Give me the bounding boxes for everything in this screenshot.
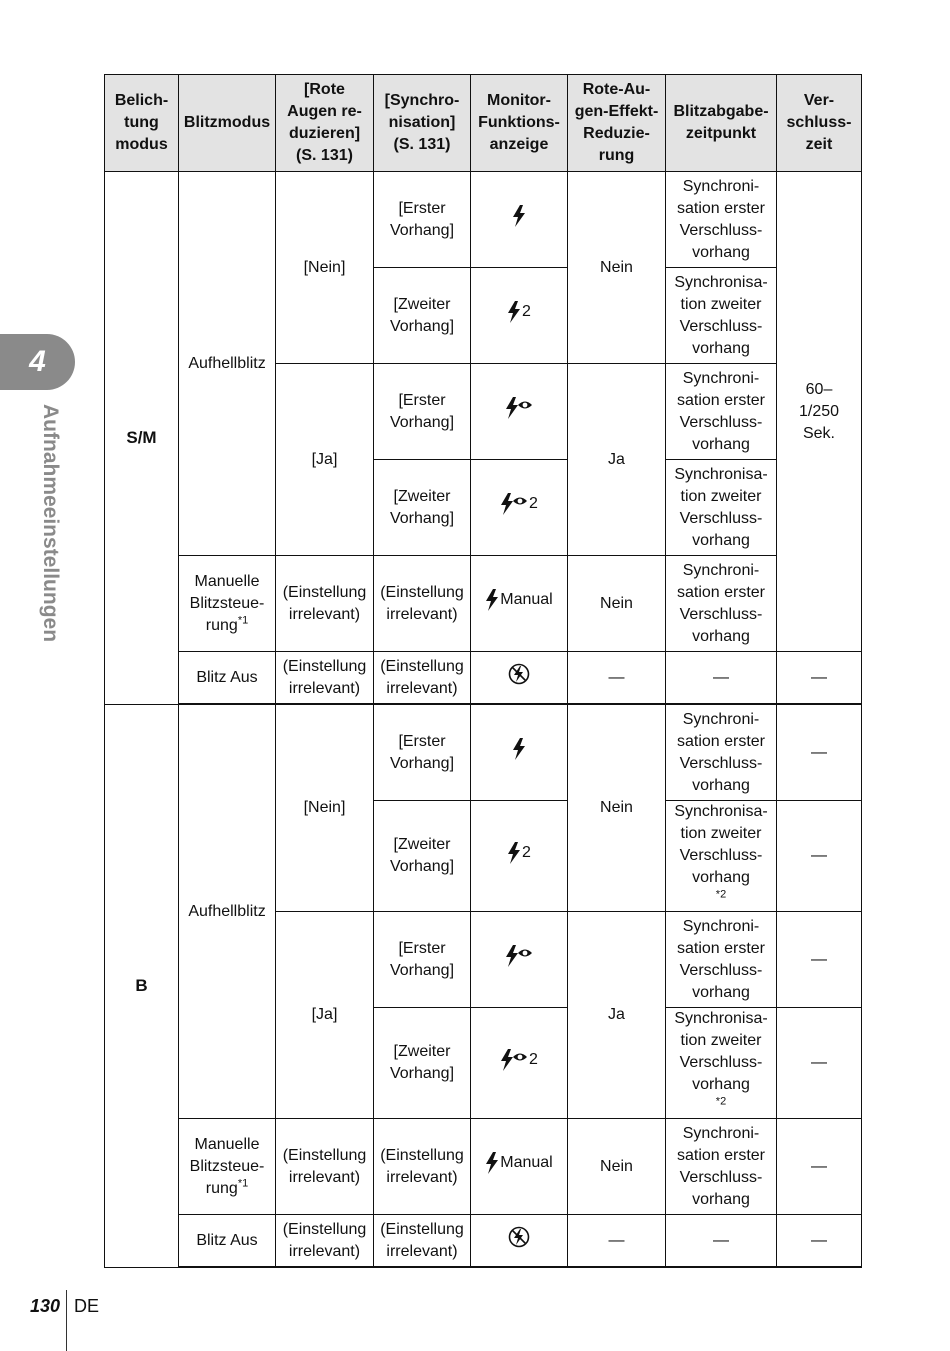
redeye-no-text: Nein — [600, 258, 633, 276]
monitor-indicator — [512, 738, 526, 760]
monitor-display-cell — [471, 1215, 568, 1268]
flash-off-icon — [508, 663, 530, 685]
col-header-monitor: Monitor- Funktions- anzeige — [471, 75, 568, 172]
shutter-cell — [777, 1008, 862, 1119]
flash-mode-cell — [179, 556, 276, 652]
flash-timing-cell — [666, 1119, 777, 1215]
monitor-indicator-suffix: 2 — [529, 495, 538, 512]
monitor-indicator-suffix: 2 — [529, 1050, 538, 1068]
redeye-reduction-cell — [568, 1119, 666, 1215]
shutter-range-text: 60– 1/250 Sek. — [798, 380, 840, 442]
redeye-yes-text: Ja — [608, 1006, 625, 1023]
col-header-exposure-mode: Belich- tung modus — [105, 75, 179, 172]
sync-setting-cell — [374, 801, 471, 912]
monitor-display-cell — [471, 364, 568, 460]
monitor-display-cell — [471, 460, 568, 556]
shutter-row-text: — — [811, 1157, 827, 1175]
timing-second-text: Synchronisa- tion zweiter Verschluss- vorhang — [674, 273, 768, 357]
redeye-setting-cell — [276, 652, 374, 705]
flash-timing-cell — [666, 1215, 777, 1268]
redeye-reduction-cell — [568, 172, 666, 364]
redeye-no-text: Nein — [600, 799, 633, 816]
flash-icon — [485, 589, 499, 611]
irrelevant-text: (Einstellung irrelevant) — [380, 657, 464, 697]
flash-timing-cell — [666, 704, 777, 801]
shutter-row-text: — — [811, 847, 827, 864]
monitor-indicator — [507, 842, 531, 864]
redeye-setting-cell — [276, 704, 374, 912]
table-header-row — [105, 75, 862, 172]
monitor-indicator — [485, 1152, 552, 1174]
col-header-flash-timing: Blitzabgabe- zeitpunkt — [666, 75, 777, 172]
sync-setting-cell — [374, 912, 471, 1008]
dash-text: — — [713, 668, 729, 686]
second-text: [Zweiter Vorhang] — [389, 836, 455, 875]
timing-second-note-text: *2 — [715, 1095, 727, 1108]
shutter-row-text: — — [811, 1054, 827, 1071]
monitor-display-cell — [471, 556, 568, 652]
monitor-indicator — [508, 1226, 530, 1248]
timing-first-text: Synchroni- sation erster Verschluss- vorhang — [676, 561, 766, 645]
col-header-sync: [Synchro- nisation] (S. 131) — [374, 75, 471, 172]
flash-redeye-icon — [500, 1049, 528, 1071]
redeye-reduction-cell — [568, 704, 666, 912]
flash-mode-cell — [179, 1215, 276, 1268]
table-body — [105, 172, 862, 1268]
flash-icon — [512, 205, 526, 227]
flash-icon — [507, 842, 521, 864]
flash-icon — [507, 301, 521, 323]
flash-timing-cell — [666, 1008, 777, 1119]
table-row — [105, 1215, 862, 1268]
sync-setting-cell — [374, 704, 471, 801]
flash-redeye-icon — [505, 945, 533, 967]
manual-note-text: *1 — [237, 1177, 249, 1190]
shutter-cell — [777, 172, 862, 652]
dash-text: — — [811, 1231, 827, 1249]
exposure-mode-cell — [105, 704, 179, 1267]
timing-first-text: Synchroni- sation erster Verschluss- vorhang — [676, 917, 766, 1001]
sync-setting-cell — [374, 556, 471, 652]
monitor-display-cell — [471, 704, 568, 801]
timing-second-text: Synchronisa- tion zweiter Verschluss- vorhang — [674, 803, 768, 886]
page-number: 130 — [30, 1296, 61, 1316]
redeye-reduction-cell — [568, 556, 666, 652]
table-row — [105, 1119, 862, 1215]
timing-second-note-text: *2 — [715, 888, 727, 901]
timing-second-text: Synchronisa- tion zweiter Verschluss- vorhang — [674, 465, 768, 549]
dash-text: — — [811, 668, 827, 686]
monitor-indicator — [505, 397, 533, 419]
shutter-cell — [777, 912, 862, 1008]
flash-timing-cell — [666, 556, 777, 652]
redeye-yes-text: Ja — [608, 450, 625, 468]
flash-off-icon — [508, 1226, 530, 1248]
monitor-indicator — [505, 945, 533, 967]
redeye-reduction-cell — [568, 1215, 666, 1268]
flash-redeye-icon — [500, 493, 528, 515]
redeye-reduction-cell — [568, 912, 666, 1119]
language-label: DE — [74, 1296, 100, 1316]
flash-off-text: Blitz Aus — [196, 668, 258, 686]
redeye-setting-cell — [276, 556, 374, 652]
first-text: [Erster Vorhang] — [389, 199, 455, 239]
table-row — [105, 652, 862, 705]
chapter-tab — [0, 334, 75, 390]
monitor-display-cell — [471, 912, 568, 1008]
flash-timing-cell — [666, 364, 777, 460]
second-text: [Zweiter Vorhang] — [389, 487, 455, 527]
yes-text: [Ja] — [311, 450, 338, 468]
redeye-setting-cell — [276, 364, 374, 556]
manual-flash-text: Manuelle Blitzsteue- rung — [189, 572, 265, 634]
monitor-indicator — [500, 1049, 538, 1071]
col-header-redeye: [Rote Augen re- duzieren] (S. 131) — [276, 75, 374, 172]
first-text: [Erster Vorhang] — [389, 732, 455, 772]
monitor-indicator — [507, 301, 531, 323]
exposure-mode-cell — [105, 172, 179, 705]
flash-timing-cell — [666, 912, 777, 1008]
col-header-redeye-reduction: Rote-Au- gen-Effekt- Reduzie- rung — [568, 75, 666, 172]
monitor-indicator — [512, 205, 526, 227]
col-header-shutter: Ver- schluss- zeit — [777, 75, 862, 172]
table-row — [105, 556, 862, 652]
redeye-no-text: Nein — [600, 1157, 633, 1175]
redeye-reduction-cell — [568, 364, 666, 556]
flash-mode-cell — [179, 172, 276, 556]
flash-mode-cell — [179, 652, 276, 705]
no-text: [Nein] — [303, 258, 346, 276]
flash-timing-cell — [666, 460, 777, 556]
flash-mode-cell — [179, 1119, 276, 1215]
redeye-no-text: Nein — [600, 594, 633, 612]
sync-setting-cell — [374, 460, 471, 556]
flash-icon — [512, 738, 526, 760]
shutter-row-text: — — [811, 743, 827, 761]
fill-flash-text: Aufhellblitz — [188, 354, 266, 372]
no-text: [Nein] — [303, 799, 346, 816]
second-text: [Zweiter Vorhang] — [389, 295, 455, 335]
flash-off-text: Blitz Aus — [196, 1231, 258, 1249]
footer-divider — [66, 1290, 67, 1351]
irrelevant-text: (Einstellung irrelevant) — [380, 1220, 464, 1260]
timing-first-text: Synchroni- sation erster Verschluss- vorhang — [676, 369, 766, 453]
flash-timing-cell — [666, 172, 777, 268]
chapter-number: 4 — [29, 345, 46, 378]
monitor-display-cell — [471, 801, 568, 912]
shutter-cell — [777, 1119, 862, 1215]
irrelevant-text: (Einstellung irrelevant) — [282, 657, 367, 697]
monitor-indicator-suffix: 2 — [522, 303, 531, 320]
flash-timing-cell — [666, 801, 777, 912]
irrelevant-text: (Einstellung irrelevant) — [380, 583, 464, 623]
shutter-row-text: — — [811, 950, 827, 968]
second-text: [Zweiter Vorhang] — [389, 1043, 455, 1082]
irrelevant-text: (Einstellung irrelevant) — [282, 1220, 367, 1260]
timing-first-text: Synchroni- sation erster Verschluss- vorhang — [676, 177, 766, 261]
sync-setting-cell — [374, 268, 471, 364]
table-row — [105, 172, 862, 268]
chapter-title: Aufnahmeeinstellungen — [39, 404, 62, 643]
mode-text: B — [135, 975, 148, 995]
flash-redeye-icon — [505, 397, 533, 419]
dash-text: — — [608, 1231, 625, 1249]
monitor-indicator-suffix: Manual — [500, 1154, 553, 1171]
dash-text: — — [608, 668, 625, 686]
monitor-display-cell — [471, 652, 568, 705]
redeye-setting-cell — [276, 1215, 374, 1268]
flash-timing-cell — [666, 652, 777, 705]
monitor-indicator — [508, 663, 530, 685]
first-text: [Erster Vorhang] — [389, 939, 455, 979]
monitor-display-cell — [471, 268, 568, 364]
timing-first-text: Synchroni- sation erster Verschluss- vorhang — [676, 1124, 766, 1208]
flash-timing-cell — [666, 268, 777, 364]
monitor-indicator — [500, 493, 538, 515]
irrelevant-text: (Einstellung irrelevant) — [282, 1146, 367, 1186]
dash-text: — — [713, 1231, 729, 1249]
monitor-display-cell — [471, 1119, 568, 1215]
sync-setting-cell — [374, 364, 471, 460]
flash-icon — [485, 1152, 499, 1174]
monitor-indicator — [485, 589, 552, 611]
flash-mode-cell — [179, 704, 276, 1119]
redeye-reduction-cell — [568, 652, 666, 705]
shutter-cell — [777, 704, 862, 801]
redeye-setting-cell — [276, 172, 374, 364]
sync-setting-cell — [374, 1119, 471, 1215]
shutter-cell — [777, 1215, 862, 1268]
monitor-indicator-suffix: 2 — [522, 843, 531, 861]
monitor-display-cell — [471, 1008, 568, 1119]
flash-mode-table — [104, 74, 862, 1268]
irrelevant-text: (Einstellung irrelevant) — [282, 583, 367, 623]
manual-note-text: *1 — [237, 614, 249, 627]
redeye-setting-cell — [276, 912, 374, 1119]
manual-flash-text: Manuelle Blitzsteue- rung — [189, 1135, 265, 1197]
timing-second-text: Synchronisa- tion zweiter Verschluss- vorhang — [674, 1010, 768, 1093]
sync-setting-cell — [374, 1215, 471, 1268]
monitor-indicator-suffix: Manual — [500, 591, 553, 608]
shutter-cell — [777, 801, 862, 912]
sync-setting-cell — [374, 172, 471, 268]
col-header-flash-mode: Blitzmodus — [179, 75, 276, 172]
timing-first-text: Synchroni- sation erster Verschluss- vorhang — [676, 710, 766, 794]
yes-text: [Ja] — [311, 1006, 338, 1023]
monitor-display-cell — [471, 172, 568, 268]
irrelevant-text: (Einstellung irrelevant) — [380, 1146, 464, 1186]
table-row — [105, 704, 862, 801]
sync-setting-cell — [374, 652, 471, 705]
sync-setting-cell — [374, 1008, 471, 1119]
fill-flash-text: Aufhellblitz — [188, 902, 266, 920]
shutter-cell — [777, 652, 862, 705]
mode-text: S/M — [126, 427, 157, 447]
redeye-setting-cell — [276, 1119, 374, 1215]
first-text: [Erster Vorhang] — [389, 391, 455, 431]
